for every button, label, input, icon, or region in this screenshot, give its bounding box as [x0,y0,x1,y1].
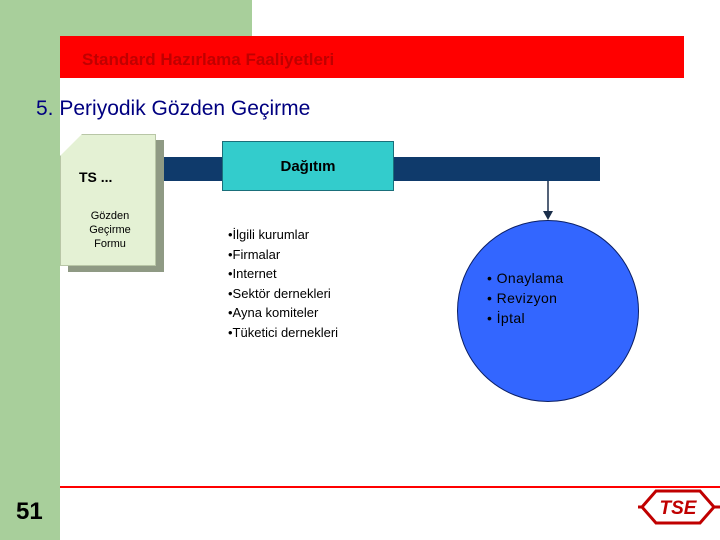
list-item: •Internet [228,266,277,281]
slide-title: Standard Hazırlama Faaliyetleri [82,50,335,69]
footer-divider [60,486,720,488]
distribution-label: Dağıtım [280,157,336,175]
down-arrow-icon [541,181,555,221]
section-title: 5. Periyodik Gözden Geçirme [36,97,311,120]
document-caption-line: Gözden [90,210,130,222]
document-page [60,134,156,266]
page-number: 51 [16,498,43,525]
list-item: • İptal [487,310,526,326]
recipient-list [228,225,338,342]
document-caption-line: Formu [94,238,126,250]
svg-text:TSE: TSE [659,498,697,519]
document-caption-line: Geçirme [89,224,131,236]
list-item: •İlgili kurumlar [228,227,310,242]
green-band-side [0,78,60,540]
tse-logo-icon [636,485,720,529]
list-item: • Revizyon [487,290,558,306]
distribution-box [222,141,394,191]
document-label: TS ... [79,169,113,185]
outcome-list [487,268,564,328]
list-item: •Ayna komiteler [228,305,319,320]
list-item: •Firmalar [228,246,281,262]
list-item: •Sektör dernekleri [228,285,331,301]
list-item: •Tüketici dernekleri [228,324,339,340]
list-item: • Onaylama [487,270,564,286]
document-caption [69,209,151,251]
title-bar [60,36,684,78]
document-stack-icon [60,134,170,284]
